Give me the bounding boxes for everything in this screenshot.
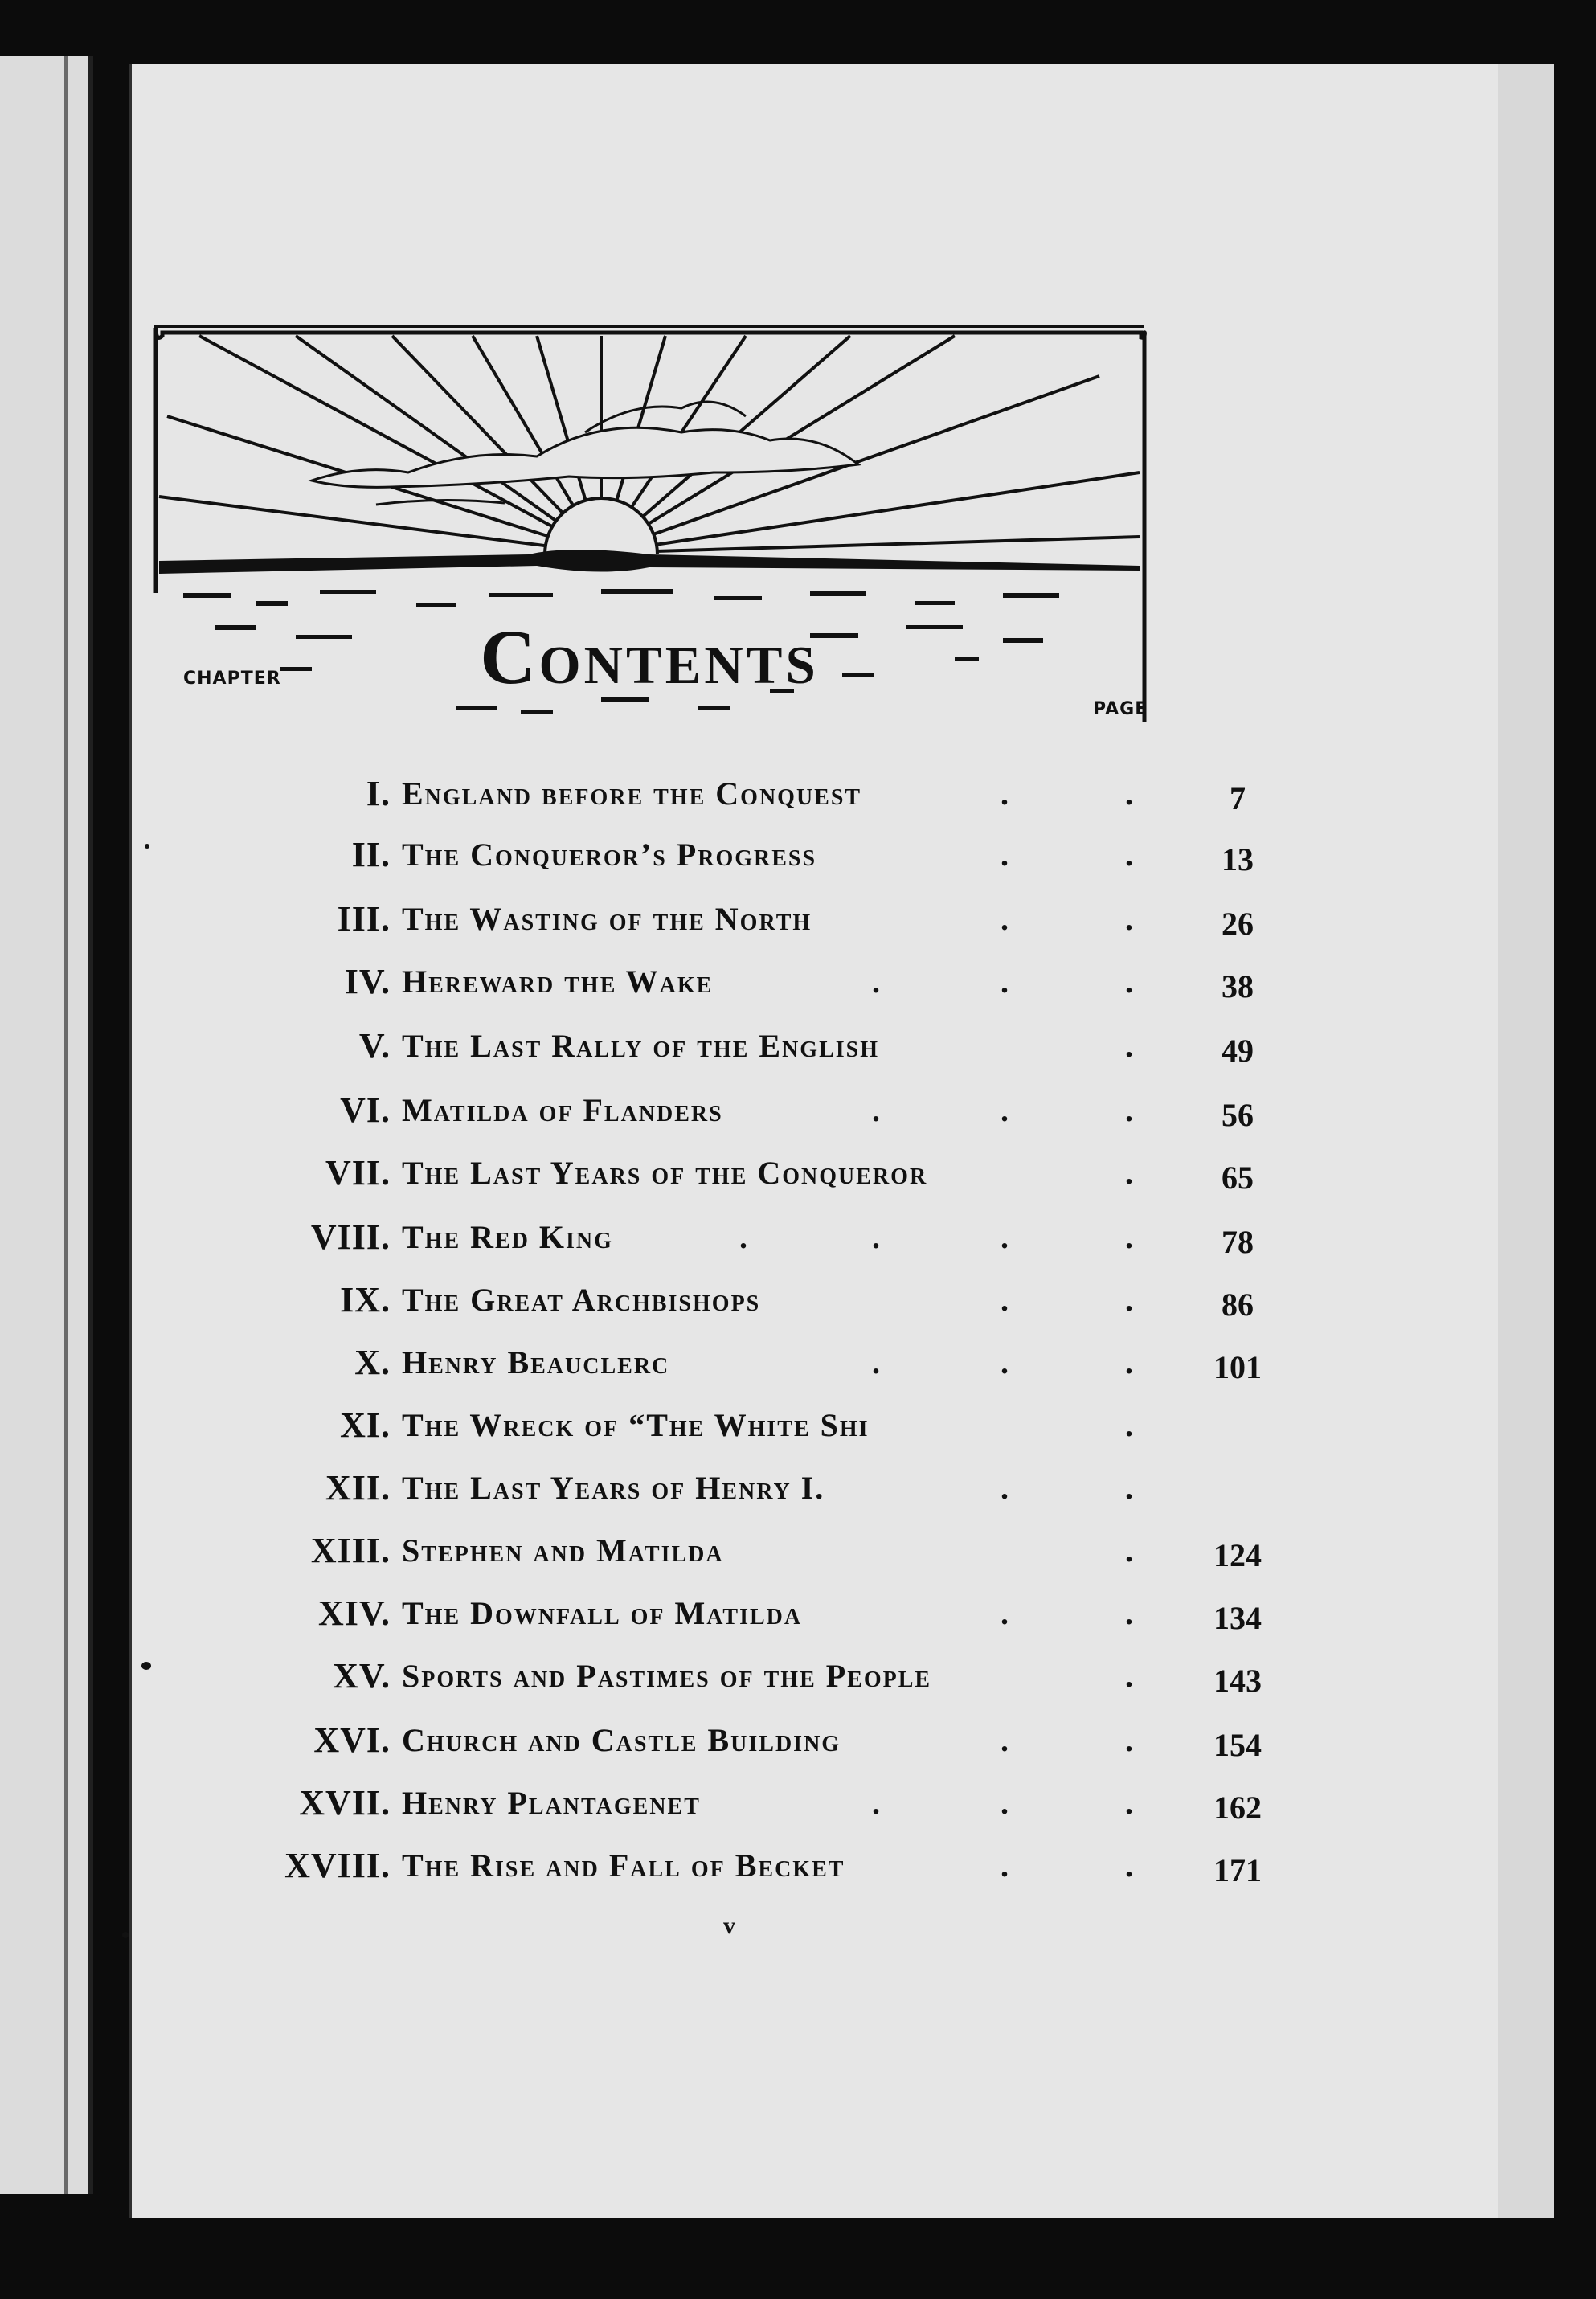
- contents-heading: Contents: [480, 614, 819, 700]
- chapter-title: England before the Conquest: [402, 775, 862, 812]
- chapter-number: I.: [366, 773, 391, 813]
- leader-dot: .: [739, 1218, 747, 1255]
- leader-dot: .: [872, 1784, 880, 1821]
- chapter-title: The Rise and Fall of Becket: [402, 1847, 845, 1884]
- leader-dot: .: [1001, 1594, 1009, 1631]
- toc-row: [0, 1082, 1596, 1138]
- scan-speck: [141, 1662, 151, 1670]
- chapter-number: XVIII.: [284, 1845, 391, 1885]
- chapter-number: XIV.: [317, 1593, 391, 1633]
- scan-speck: [122, 1932, 129, 1938]
- chapter-title: Henry Beauclerc: [402, 1344, 670, 1381]
- leader-dot: .: [872, 963, 880, 1000]
- leader-dot: .: [1001, 1218, 1009, 1255]
- leader-dot: .: [1001, 963, 1009, 1000]
- leader-dot: .: [1125, 1594, 1133, 1631]
- chapter-title: Stephen and Matilda: [402, 1532, 724, 1569]
- chapter-number: IX.: [340, 1279, 391, 1319]
- chapter-number: XII.: [325, 1467, 391, 1507]
- page-number: 56: [1222, 1097, 1254, 1133]
- leader-dot: .: [1125, 900, 1133, 937]
- chapter-number: XVII.: [299, 1782, 391, 1822]
- page-number: 143: [1213, 1663, 1262, 1699]
- page-number: 13: [1222, 841, 1254, 877]
- toc-row: [0, 826, 1596, 882]
- leader-dot: .: [1001, 1847, 1009, 1884]
- toc-row: [0, 890, 1596, 947]
- leader-dot: .: [1125, 1469, 1133, 1506]
- chapter-title: The Red King: [402, 1218, 613, 1255]
- leader-dot: .: [1125, 1218, 1133, 1255]
- leader-dot: .: [1001, 1091, 1009, 1128]
- leader-dot: .: [1125, 1657, 1133, 1694]
- leader-dot: .: [872, 1344, 880, 1381]
- toc-row: [0, 1271, 1596, 1327]
- chapter-number: III.: [337, 898, 391, 939]
- chapter-title: The Downfall of Matilda: [402, 1594, 803, 1631]
- chapter-title: The Great Archbishops: [402, 1281, 761, 1318]
- chapter-title: Hereward the Wake: [402, 963, 714, 1000]
- chapter-title: The Wasting of the North: [402, 900, 812, 937]
- toc-row: [0, 953, 1596, 1009]
- chapter-number: VII.: [325, 1152, 391, 1192]
- leader-dot: .: [1125, 1281, 1133, 1318]
- chapter-title: The Last Years of the Conqueror: [402, 1154, 928, 1191]
- leader-dot: .: [1125, 1154, 1133, 1191]
- page-number: 101: [1213, 1349, 1262, 1385]
- leader-dot: .: [1125, 1344, 1133, 1381]
- page-folio: v: [723, 1912, 735, 1939]
- page-number: 78: [1222, 1224, 1254, 1260]
- page-edge-shadow: [1498, 64, 1554, 2218]
- page-number: 124: [1213, 1537, 1262, 1573]
- toc-row: [0, 1017, 1596, 1074]
- chapter-title: The Last Years of Henry I.: [402, 1469, 825, 1506]
- chapter-number: XV.: [333, 1655, 391, 1696]
- chapter-title: Matilda of Flanders: [402, 1091, 723, 1128]
- toc-row: [0, 1144, 1596, 1201]
- toc-row: [0, 1712, 1596, 1768]
- leader-dot: .: [1125, 775, 1133, 812]
- chapter-number: X.: [354, 1342, 391, 1382]
- leader-dot: .: [1001, 1784, 1009, 1821]
- page-number: 154: [1213, 1727, 1262, 1763]
- leader-dot: .: [1125, 963, 1133, 1000]
- leader-dot: .: [1001, 775, 1009, 812]
- toc-row: [0, 1585, 1596, 1641]
- chapter-number: V.: [358, 1025, 391, 1066]
- page-number: 65: [1222, 1160, 1254, 1196]
- page-number: 7: [1230, 780, 1246, 816]
- chapter-title: Henry Plantagenet: [402, 1784, 701, 1821]
- leader-dot: .: [1125, 1091, 1133, 1128]
- chapter-number: XIII.: [310, 1530, 391, 1570]
- chapter-column-label: CHAPTER: [183, 669, 281, 689]
- scan-speck: [145, 844, 149, 849]
- leader-dot: .: [1125, 1721, 1133, 1758]
- leader-dot: .: [1125, 1847, 1133, 1884]
- chapter-title: Church and Castle Building: [402, 1721, 841, 1758]
- page-number: 26: [1222, 906, 1254, 942]
- toc-row: [0, 1209, 1596, 1265]
- toc-row: [0, 1459, 1596, 1516]
- leader-dot: .: [1001, 1469, 1009, 1506]
- page-number: 38: [1222, 968, 1254, 1004]
- toc-row: [0, 1334, 1596, 1390]
- page-column-label: PAGE: [1093, 699, 1148, 719]
- chapter-title: Sports and Pastimes of the People: [402, 1657, 932, 1694]
- chapter-title: The Wreck of “The White Shi: [402, 1406, 870, 1443]
- chapter-number: VI.: [340, 1090, 391, 1130]
- chapter-number: XVI.: [313, 1720, 391, 1760]
- leader-dot: .: [1125, 1406, 1133, 1443]
- leader-dot: .: [1125, 1532, 1133, 1569]
- leader-dot: .: [1001, 1344, 1009, 1381]
- leader-dot: .: [1001, 836, 1009, 873]
- leader-dot: .: [1001, 1281, 1009, 1318]
- toc-row: [0, 765, 1596, 821]
- toc-row: [0, 1647, 1596, 1704]
- toc-row: [0, 1774, 1596, 1831]
- leader-dot: .: [1125, 1784, 1133, 1821]
- leader-dot: .: [1001, 900, 1009, 937]
- toc-row: [0, 1397, 1596, 1453]
- leader-dot: .: [872, 1218, 880, 1255]
- chapter-title: The Last Rally of the English: [402, 1027, 880, 1064]
- chapter-number: VIII.: [310, 1217, 391, 1257]
- page-number: 86: [1222, 1287, 1254, 1323]
- chapter-title: The Conqueror’s Progress: [402, 836, 817, 873]
- chapter-number: XI.: [340, 1405, 391, 1445]
- chapter-number: II.: [351, 834, 391, 874]
- leader-dot: .: [1125, 1027, 1133, 1064]
- leader-dot: .: [1001, 1721, 1009, 1758]
- contents-header-illustration: [151, 272, 1149, 722]
- page-number: 171: [1213, 1852, 1262, 1888]
- toc-row: [0, 1522, 1596, 1578]
- leader-dot: .: [872, 1091, 880, 1128]
- page-number: 49: [1222, 1033, 1254, 1069]
- leader-dot: .: [1125, 836, 1133, 873]
- toc-row: [0, 1837, 1596, 1893]
- chapter-number: IV.: [344, 961, 391, 1001]
- page-number: 162: [1213, 1790, 1262, 1826]
- page-number: 134: [1213, 1600, 1262, 1636]
